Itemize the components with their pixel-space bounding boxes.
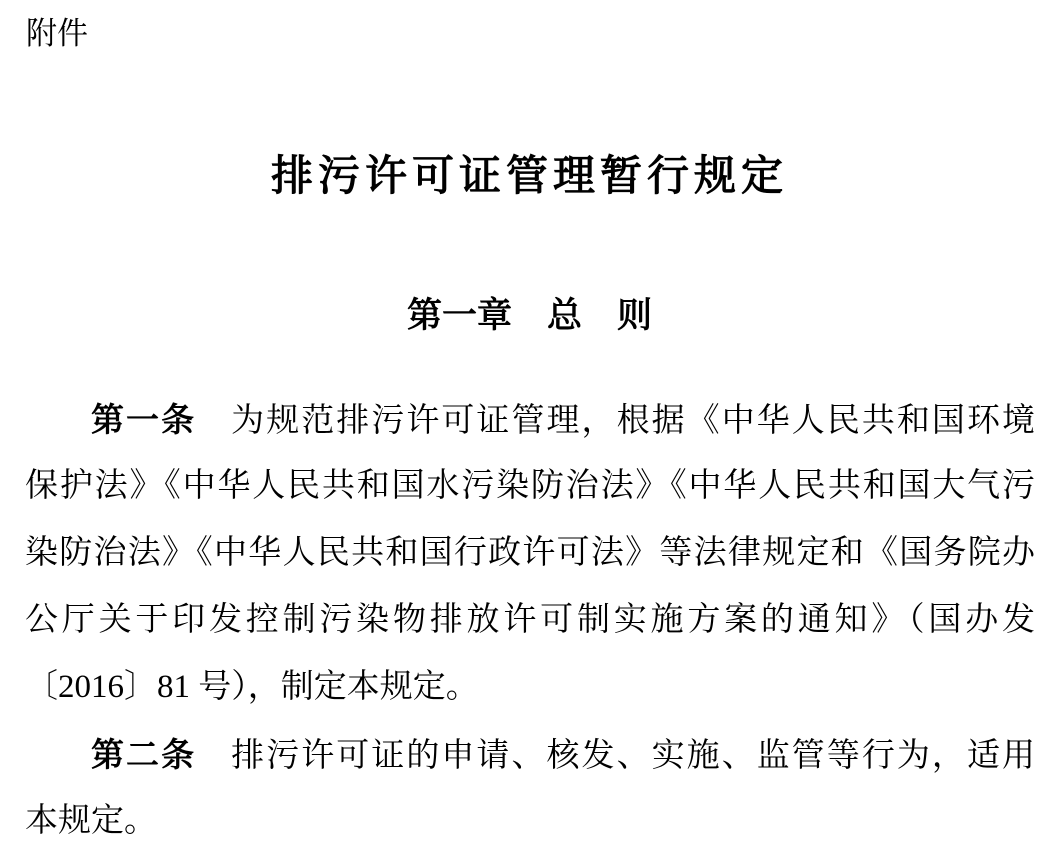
document-title: 排污许可证管理暂行规定 xyxy=(270,152,788,199)
text-line-content: 排污许可证的申请、核发、实施、监管等行为，适用 xyxy=(196,738,1035,774)
text-line: 〔2016〕81 号），制定本规定。 xyxy=(25,669,479,705)
article-1-term: 第一条 xyxy=(91,401,197,438)
text-line: 本规定。 xyxy=(25,803,157,839)
text-line-content: 为规范排污许可证管理，根据《中华人民共和国环境 xyxy=(196,403,1035,439)
document-body xyxy=(25,386,1035,850)
text-line xyxy=(25,386,1035,453)
text-line: 染防治法》《中华人民共和国行政许可法》等法律规定和《国务院办 xyxy=(25,535,1035,571)
article-2-term: 第二条 xyxy=(91,736,197,773)
text-line: 保护法》《中华人民共和国水污染防治法》《中华人民共和国大气污 xyxy=(25,468,1035,504)
text-line xyxy=(25,721,1035,788)
article-2-paragraph xyxy=(25,721,1035,850)
text-line: 公厅关于印发控制污染物排放许可制实施方案的通知》（国办发 xyxy=(25,602,1035,638)
attachment-label: 附件 xyxy=(26,16,88,51)
article-1-paragraph xyxy=(25,386,1035,721)
chapter-heading: 第一章 总 则 xyxy=(406,296,652,335)
